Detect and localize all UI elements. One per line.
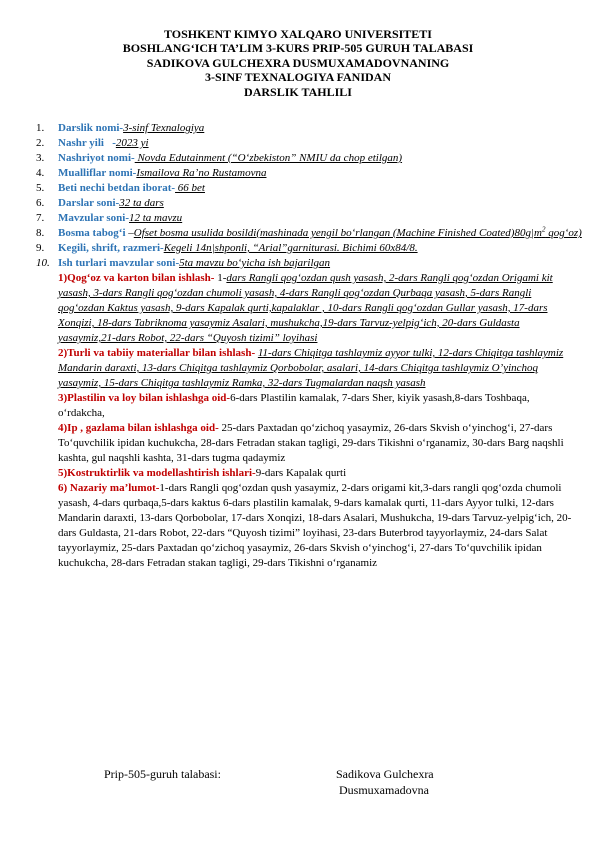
item-label: Mualliflar nomi- bbox=[58, 167, 137, 179]
item-value: Ismailova Ra’no Rustamovna bbox=[136, 167, 267, 179]
list-item: 5. Beti nechi betdan iborat- 66 bet bbox=[36, 182, 205, 194]
item-label: Nashriyot nomi- bbox=[58, 152, 135, 164]
work-section bbox=[58, 391, 579, 421]
section-title: 1)Qog‘oz va karton bilan ishlash- bbox=[58, 272, 215, 284]
student-name-line: SADIKOVA GULCHEXRA DUSMUXAMADOVNANING bbox=[146, 55, 450, 70]
footer-signature bbox=[336, 766, 434, 798]
item-value: 66 bet bbox=[175, 182, 205, 194]
item-value: 32 ta dars bbox=[119, 197, 164, 209]
analysis-list bbox=[36, 121, 582, 571]
university-name: TOSHKENT KIMYO XALQARO UNIVERSITETI bbox=[164, 27, 432, 41]
item-value: Ofset bosma usulida bosildi(mashinada yengil bo‘rlangan (Machine Finished $Coated)80g|m^2$ qog‘oz) bbox=[133, 225, 582, 239]
item-label: Ish turlari mavzular soni- bbox=[58, 257, 180, 269]
item-label: Darslik nomi- bbox=[58, 122, 124, 134]
section-title: 3)Plastilin va loy bilan ishlashga oid- bbox=[58, 392, 231, 404]
footer-group: Prip-505-guruh talabasi: bbox=[104, 767, 221, 781]
list-item: 1. Darslik nomi-3-sinf Texnalogiya bbox=[36, 122, 205, 134]
work-section bbox=[58, 466, 579, 481]
section-text: 25-dars Paxtadan qo‘zichoq yasaymiz, 26-dars Skvish o‘yinchog‘i, 27-dars To‘quvchilik ipidan kuchukcha, 28-dars Fetradan stakan tagligi, 29-dars Tikishni o‘rganamiz, 30-dars Barg naqshli kashta, gul naqshli kashta, 31-dars tugma qadaymiz bbox=[58, 422, 564, 464]
document-title: DARSLIK TAHLILI bbox=[244, 84, 352, 99]
list-item: 8. Bosma tabog‘i –Ofset bosma usulida bosildi(mashinada yengil bo‘rlangan (Machine Finished $Coated)80g|m^2$ qog‘oz) bbox=[36, 225, 582, 239]
section-title: 6) Nazariy ma’lumot- bbox=[58, 482, 160, 494]
list-item: 4. Mualliflar nomi-Ismailova Ra’no Rustamovna bbox=[36, 167, 267, 179]
work-section bbox=[58, 346, 579, 391]
item-label: Beti nechi betdan iborat- bbox=[58, 182, 176, 194]
section-lead: 1- bbox=[214, 272, 227, 284]
item-dash: – bbox=[128, 227, 134, 239]
item-label: Kegili, shrift, razmeri- bbox=[58, 242, 164, 254]
item-value: 2023 yi bbox=[115, 137, 149, 149]
item-value: 3-sinf Texnalogiya bbox=[123, 122, 205, 134]
section-text: dars Rangli qog‘ozdan qush yasash, 2-dars Rangli qog‘ozdan Origami kit yasash, 3-dars Rangli qog‘ozdan chumoli yasash, 4-dars Rangli qog‘ozdan Qurbaqa yasash, 5-dars Rangli qog‘ozdan Kaktus yasash, 9-dars Kapalak qurti,kapalaklar , 10-dars Rangli qog‘ozdan Gullar yasash, 17-dars Xonqizi, 18-dars Tabriknoma yasaymiz Asalari, mushukcha,19-dars Tarvuz-yelpig‘ich, 20-dars Guldasta yasaymiz,21-dars Robot, 22-dars “Quyosh tizimi” loyihasi bbox=[58, 272, 553, 344]
list-item: 9. Kegili, shrift, razmeri-Kegeli 14n|shponli, “Arial”garniturasi. Bichimi 60x84/8. bbox=[36, 242, 418, 254]
superscript: 2 bbox=[541, 225, 546, 234]
list-item: 10. Ish turlari mavzular soni-5ta mavzu bo‘yicha ish bajarilgan bbox=[36, 257, 331, 269]
list-item: 2. Nashr yili -2023 yi bbox=[36, 137, 149, 149]
section-title: 4)Ip , gazlama bilan ishlashga oid- bbox=[58, 422, 219, 434]
work-section bbox=[58, 481, 579, 571]
section-title: 5)Kostruktirlik va modellashtirish ishlari- bbox=[58, 467, 256, 479]
list-item: 6. Darslar soni-32 ta dars bbox=[36, 197, 164, 209]
document-header bbox=[0, 27, 596, 99]
work-section bbox=[58, 271, 579, 346]
item-label: Darslar soni- bbox=[58, 197, 120, 209]
item-value: 12 ta mavzu bbox=[129, 212, 183, 224]
section-text: 6-dars Plastilin kamalak, 7-dars Sher, kiyik yasash,8-dars Toshbaqa, o‘rdakcha, bbox=[58, 392, 530, 419]
list-item: 3. Nashriyot nomi- Novda Edutainment (“O‘zbekiston” NMIU da chop etilgan) bbox=[36, 152, 403, 164]
work-section bbox=[58, 421, 579, 466]
list-item: 7. Mavzular soni-12 ta mavzu bbox=[36, 212, 183, 224]
footer-name-line1: Sadikova Gulchexra bbox=[336, 767, 434, 781]
footer-name-line2: Dusmuxamadovna bbox=[339, 783, 429, 797]
section-text: 9-dars Kapalak qurti bbox=[255, 467, 347, 479]
item-label: Nashr yili - bbox=[58, 137, 116, 149]
item-label: Mavzular soni- bbox=[58, 212, 129, 224]
item-value: Kegeli 14n|shponli, “Arial”garniturasi. Bichimi 60x84/8. bbox=[163, 242, 418, 254]
section-text: 11-dars Chiqitga tashlaymiz ayyor tulki, 12-dars Chiqitga tashlaymiz Mandarin daraxti, 13-dars Chiqitga tashlaymiz Qorbobolar, asalari, 14-dars Chiqitga tashlaymiz O’yinchoq yasaymiz, 15-dars Chiqitga tashlaymiz Ramka, 32-dars Tugmalardan naqsh yasash bbox=[58, 347, 564, 389]
item-label: Bosma tabog‘i bbox=[58, 227, 129, 239]
section-text: 1-dars Rangli qog‘ozdan qush yasaymiz, 2-dars origami kit,3-dars rangli qog‘ozda chumoli yasash, 4-dars qurbaqa,5-dars kaktus 6-dars plastilin kamalak, 9-dars kamalak qurti, 11-dars Ayyor tulki, 12-dars Mandarin daraxti, 13-dars Qorbobolar, 17-dars Xonqizi, 18-dars Asalari, Mushukcha, 19-dars Tarvuz-yelpig‘ich, 20-dars Guldasta, 21-dars Robot, 22-dars “Quyosh tizimi” loyihasi, 23-dars Buterbrod tayyorlaymiz, 24-dars Salat tayyorlaymiz, 25-dars Paxtadan qo‘zichoq yasaymiz, 26-dars Skvish o‘yinchog‘i, 27-dars To‘quvchilik ipidan kuchukcha, 28-dars Fetradan stakan tagligi, 29-dars Tikishni o‘rganamiz bbox=[58, 482, 572, 569]
item-value: Novda Edutainment (“O‘zbekiston” NMIU da chop etilgan) bbox=[134, 152, 403, 164]
item-value: 5ta mavzu bo‘yicha ish bajarilgan bbox=[179, 257, 331, 269]
student-group-line: BOSHLANG‘ICH TA’LIM 3-KURS PRIP-505 GURUH TALABASI bbox=[122, 41, 474, 56]
subject-line: 3-SINF TEXNALOGIYA FANIDAN bbox=[204, 70, 392, 85]
section-title: 2)Turli va tabiiy materiallar bilan ishlash- bbox=[58, 347, 256, 359]
